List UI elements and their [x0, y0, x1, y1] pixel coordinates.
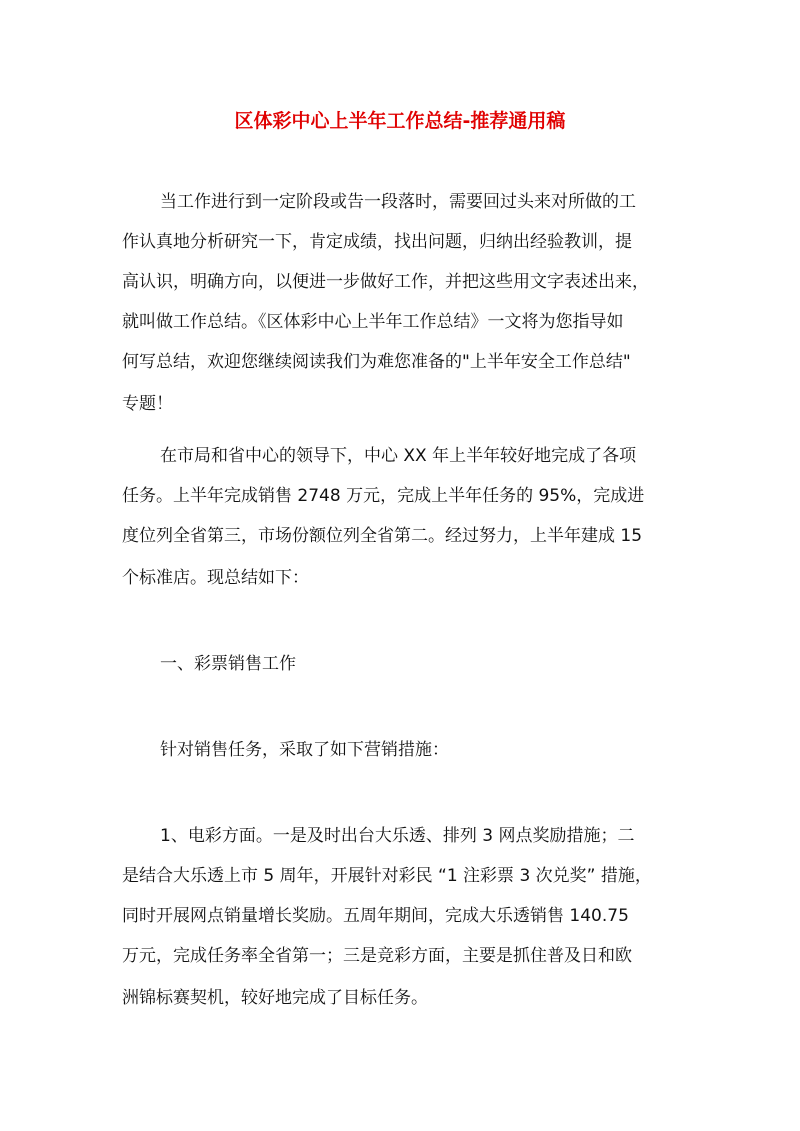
paragraph-1-line-1: 当工作进行到一定阶段或告一段落时，需要回过头来对所做的工 [160, 192, 636, 212]
paragraph-1-line-4: 就叫做工作总结。《区体彩中心上半年工作总结》一文将为您指导如 [122, 312, 624, 332]
paragraph-1-line-2: 作认真地分析研究一下，肯定成绩，找出问题，归纳出经验教训，提 [122, 232, 632, 252]
paragraph-5-line-5: 洲锦标赛契机，较好地完成了目标任务。 [122, 988, 428, 1008]
paragraph-2-line-3: 度位列全省第三，市场份额位列全省第二。经过努力，上半年建成 15 [122, 526, 643, 546]
measures-intro: 针对销售任务，采取了如下营销措施： [160, 740, 449, 760]
paragraph-1-line-5: 何写总结，欢迎您继续阅读我们为难您准备的"上半年安全工作总结" [122, 352, 631, 372]
paragraph-5-line-1: 1、电彩方面。一是及时出台大乐透、排列 3 网点奖励措施；二 [160, 826, 635, 846]
paragraph-1-line-3: 高认识，明确方向，以便进一步做好工作，并把这些用文字表述出来， [122, 272, 649, 292]
paragraph-2-line-2: 任务。上半年完成销售 2748 万元，完成上半年任务的 95%，完成进 [122, 486, 645, 506]
paragraph-5-line-4: 万元，完成任务率全省第一；三是竞彩方面，主要是抓住普及日和欧 [122, 946, 632, 966]
paragraph-5-line-3: 同时开展网点销量增长奖励。五周年期间，完成大乐透销售 140.75 [122, 906, 629, 926]
section-heading-lottery-sales: 一、彩票销售工作 [160, 654, 296, 674]
document-title: 区体彩中心上半年工作总结-推荐通用稿 [234, 110, 566, 132]
paragraph-2-line-1: 在市局和省中心的领导下，中心 XX 年上半年较好地完成了各项 [160, 446, 637, 466]
paragraph-1-line-6: 专题！ [122, 394, 173, 414]
paragraph-2-line-4: 个标准店。现总结如下： [122, 568, 309, 588]
paragraph-5-line-2: 是结合大乐透上市 5 周年，开展针对彩民 “1 注彩票 3 次兑奖” 措施， [122, 866, 652, 886]
